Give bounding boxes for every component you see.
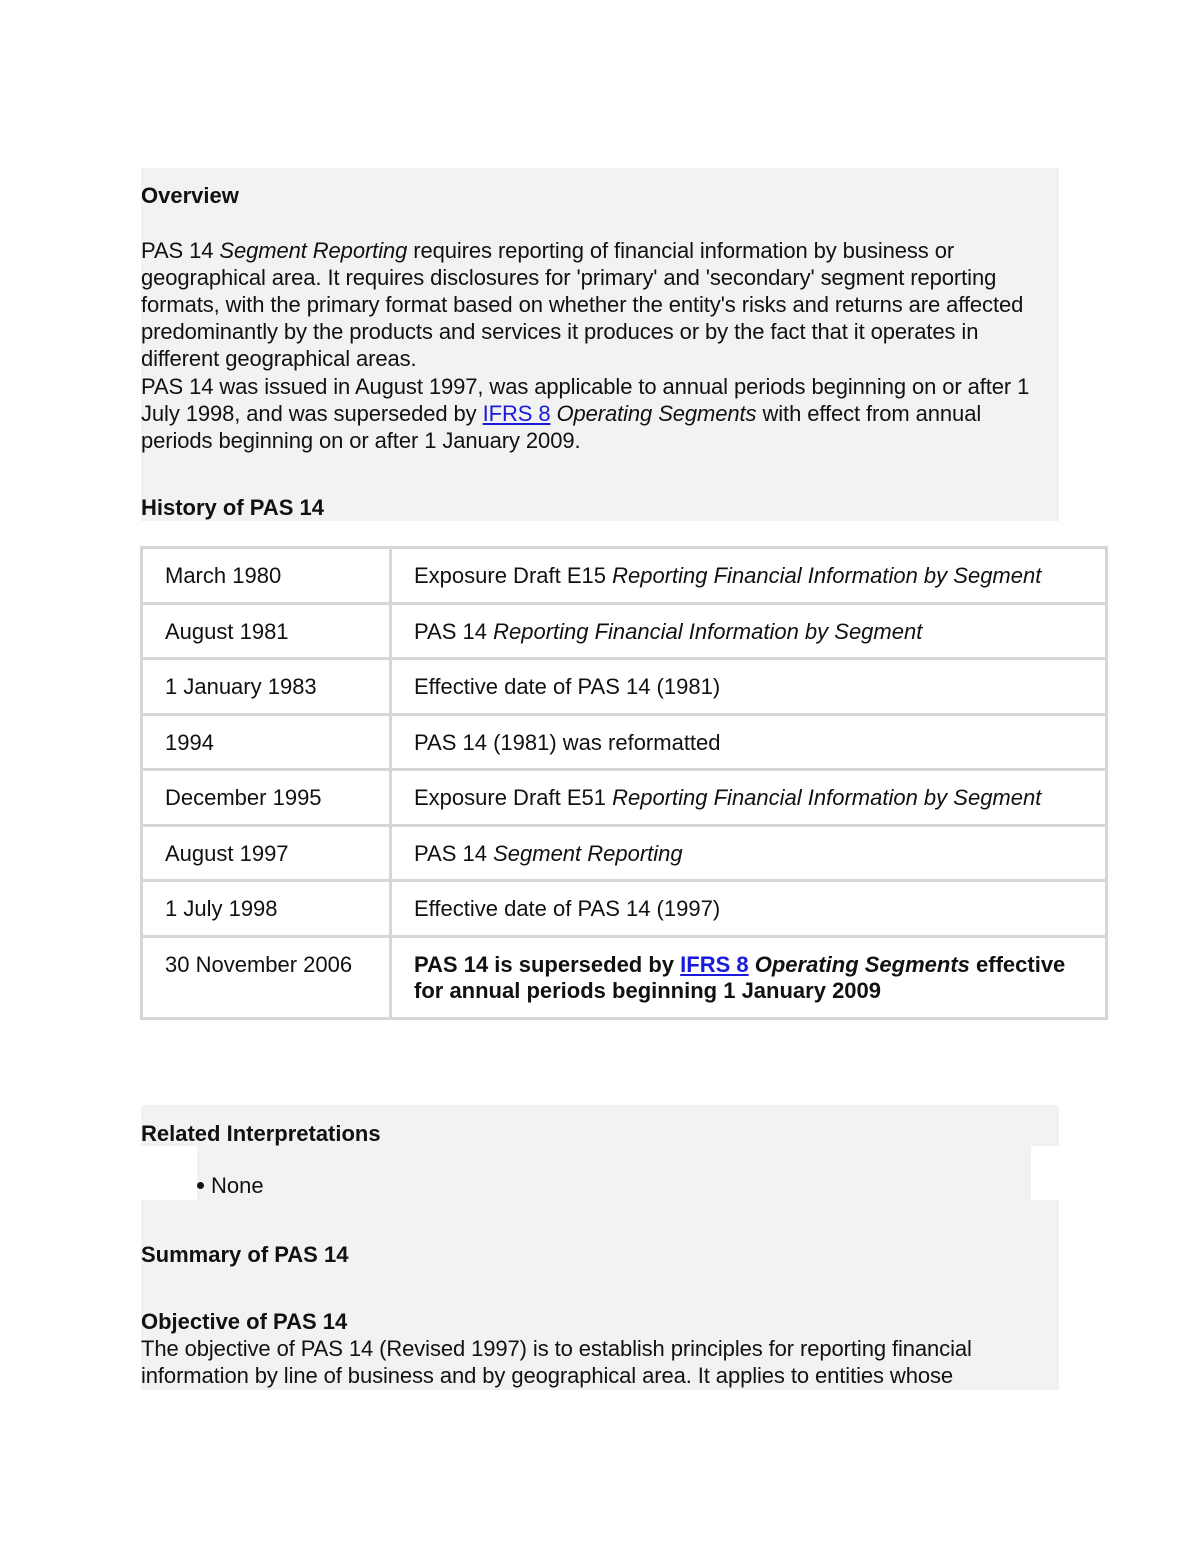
history-description-cell [391, 548, 1107, 604]
p2-italic: Operating Segments [550, 401, 757, 426]
history-date-cell: August 1981 [142, 603, 391, 659]
history-description-cell [391, 770, 1107, 826]
history-date-cell: August 1997 [142, 825, 391, 881]
p1-prefix: PAS 14 [141, 238, 220, 263]
bullet-icon [197, 1182, 204, 1189]
table-row [142, 825, 1107, 881]
history-description-cell: Effective date of PAS 14 (1981) [391, 659, 1107, 715]
related-list-background [197, 1146, 1031, 1200]
table-row [142, 770, 1107, 826]
history-date-cell: December 1995 [142, 770, 391, 826]
table-row [142, 659, 1107, 715]
description-prefix: PAS 14 is superseded by [414, 951, 681, 977]
description-prefix: PAS 14 [414, 618, 494, 644]
history-date-cell: March 1980 [142, 548, 391, 604]
table-row [142, 548, 1107, 604]
ifrs8-link[interactable]: IFRS 8 [680, 951, 749, 977]
history-description-cell: PAS 14 (1981) was reformatted [391, 714, 1107, 770]
history-heading: History of PAS 14 [141, 495, 324, 520]
ifrs8-link[interactable]: IFRS 8 [482, 401, 551, 426]
description-prefix: Exposure Draft E51 [414, 785, 613, 810]
p2-rest: with effect from annual periods beginning on or after 1 January 2009. [141, 401, 982, 453]
history-description-cell [391, 936, 1107, 1018]
table-row [142, 881, 1107, 937]
summary-heading: Summary of PAS 14 [141, 1242, 349, 1267]
description-prefix: PAS 14 [414, 840, 494, 866]
p1-rest: requires reporting of financial information by business or geographical area. It requires disclosures for 'primary' and 'secondary' segment reporting formats, with the primary format based on whether the entity's risks and returns are affected predominantly by the products and services it produces or by the fact that it operates in different geographical areas. [141, 238, 1024, 371]
table-row [142, 714, 1107, 770]
description-title: Reporting Financial Information by Segment [612, 785, 1042, 810]
table-row [142, 603, 1107, 659]
overview-heading: Overview [141, 183, 239, 208]
description-title: Reporting Financial Information by Segment [612, 563, 1042, 588]
related-heading: Related Interpretations [141, 1121, 381, 1146]
history-table [140, 546, 1108, 1020]
p1-title: Segment Reporting [219, 238, 408, 263]
history-date-cell: 30 November 2006 [142, 936, 391, 1018]
description-title: Reporting Financial Information by Segment [493, 618, 923, 644]
description-rest: effective for annual periods beginning 1 January 2009 [414, 951, 1066, 1003]
related-list-item [197, 1172, 264, 1199]
overview-paragraph-2 [141, 373, 1051, 454]
description-prefix: Exposure Draft E15 [414, 563, 613, 588]
history-date-cell: 1 July 1998 [142, 881, 391, 937]
history-date-cell: 1994 [142, 714, 391, 770]
description-title: Segment Reporting [493, 840, 683, 866]
description-title: Operating Segments [748, 951, 970, 977]
related-item-text: None [211, 1173, 264, 1198]
table-row [142, 936, 1107, 1018]
objective-text: The objective of PAS 14 (Revised 1997) is to establish principles for reporting financial information by line of business and by geographical area. It applies to entities whose [141, 1336, 972, 1388]
overview-paragraph-1 [141, 237, 1051, 372]
history-date-cell: 1 January 1983 [142, 659, 391, 715]
history-description-cell: Effective date of PAS 14 (1997) [391, 881, 1107, 937]
p2-prefix: PAS 14 was issued in August 1997, was applicable to annual periods beginning on or after 1 July 1998, and was superseded by [141, 374, 1030, 426]
objective-heading: Objective of PAS 14 [141, 1309, 348, 1334]
history-description-cell [391, 825, 1107, 881]
history-description-cell [391, 603, 1107, 659]
